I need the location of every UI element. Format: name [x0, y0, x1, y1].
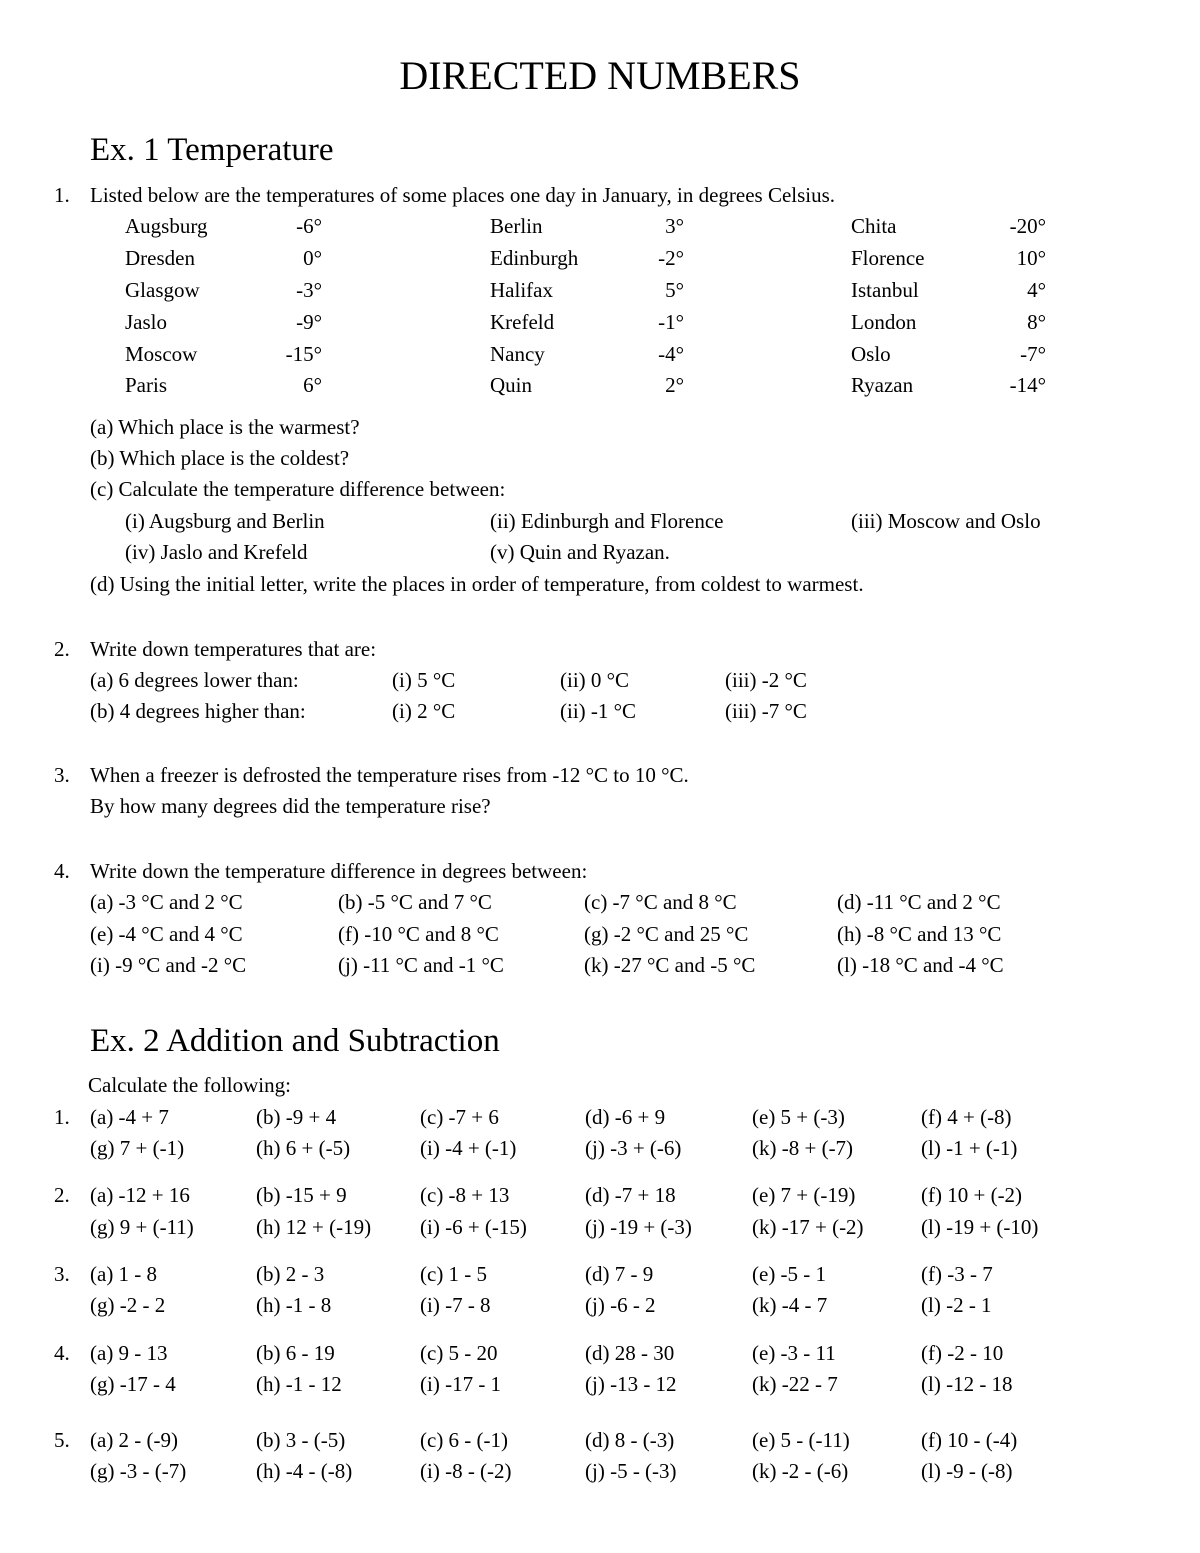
- ex2-item: (e) 7 + (-19): [752, 1183, 856, 1207]
- ex2-item: (j) -19 + (-3): [585, 1215, 692, 1239]
- ex2-item: (j) -5 - (-3): [585, 1459, 677, 1483]
- ex2-item: (f) 10 + (-2): [921, 1183, 1023, 1207]
- place-name: Oslo: [851, 342, 891, 366]
- q1-part-c-item: (iii) Moscow and Oslo: [851, 509, 1041, 533]
- ex2-item: (b) 6 - 19: [256, 1341, 335, 1365]
- q2-number: 2.: [54, 637, 70, 661]
- ex2-item: (l) -12 - 18: [921, 1372, 1013, 1396]
- place-temp: -3°: [296, 278, 322, 302]
- q2-item: (i) 5 °C: [392, 668, 456, 692]
- place-name: Florence: [851, 246, 925, 270]
- place-name: Jaslo: [125, 310, 167, 334]
- q2-item: (iii) -7 °C: [725, 699, 807, 723]
- q1-part-c-item: (iv) Jaslo and Krefeld: [125, 540, 308, 564]
- ex2-item: (e) 5 + (-3): [752, 1105, 845, 1129]
- place-temp: 6°: [303, 373, 322, 397]
- place-name: Chita: [851, 214, 897, 238]
- ex2-item: (c) 1 - 5: [420, 1262, 488, 1286]
- q4-item: (j) -11 °C and -1 °C: [338, 953, 504, 977]
- ex2-item: (k) -22 - 7: [752, 1372, 838, 1396]
- ex2-q5-number: 5.: [54, 1428, 70, 1452]
- ex2-item: (d) 28 - 30: [585, 1341, 675, 1365]
- ex2-item: (a) -12 + 16: [90, 1183, 190, 1207]
- q4-item: (e) -4 °C and 4 °C: [90, 922, 243, 946]
- ex2-item: (f) 4 + (-8): [921, 1105, 1012, 1129]
- ex2-item: (c) 5 - 20: [420, 1341, 498, 1365]
- q3-number: 3.: [54, 763, 70, 787]
- place-name: Istanbul: [851, 278, 919, 302]
- ex2-item: (k) -4 - 7: [752, 1293, 828, 1317]
- ex2-item: (l) -2 - 1: [921, 1293, 992, 1317]
- place-name: Nancy: [490, 342, 545, 366]
- ex2-item: (h) 6 + (-5): [256, 1136, 351, 1160]
- place-name: Ryazan: [851, 373, 914, 397]
- ex2-item: (g) -17 - 4: [90, 1372, 176, 1396]
- q1-part-c-item: (v) Quin and Ryazan.: [490, 540, 670, 564]
- q1-number: 1.: [54, 183, 70, 207]
- ex2-intro: Calculate the following:: [88, 1073, 291, 1097]
- place-name: Glasgow: [125, 278, 200, 302]
- place-temp: 2°: [665, 373, 684, 397]
- q2-row-label: (b) 4 degrees higher than:: [90, 699, 306, 723]
- place-name: Augsburg: [125, 214, 208, 238]
- q4-item: (h) -8 °C and 13 °C: [837, 922, 1002, 946]
- q3-line1: When a freezer is defrosted the temperature rises from -12 °C to 10 °C.: [90, 763, 689, 787]
- ex2-item: (d) -7 + 18: [585, 1183, 676, 1207]
- ex2-item: (h) 12 + (-19): [256, 1215, 372, 1239]
- ex2-item: (k) -2 - (-6): [752, 1459, 849, 1483]
- ex2-item: (c) 6 - (-1): [420, 1428, 509, 1452]
- q2-item: (iii) -2 °C: [725, 668, 807, 692]
- ex2-q4-number: 4.: [54, 1341, 70, 1365]
- ex2-item: (e) -5 - 1: [752, 1262, 827, 1286]
- q2-item: (i) 2 °C: [392, 699, 456, 723]
- q1-part-c-item: (i) Augsburg and Berlin: [125, 509, 325, 533]
- ex2-item: (j) -3 + (-6): [585, 1136, 682, 1160]
- ex2-item: (i) -7 - 8: [420, 1293, 491, 1317]
- ex2-item: (j) -13 - 12: [585, 1372, 677, 1396]
- ex2-item: (a) 2 - (-9): [90, 1428, 179, 1452]
- ex2-item: (i) -8 - (-2): [420, 1459, 512, 1483]
- ex2-item: (l) -19 + (-10): [921, 1215, 1039, 1239]
- q1-part-a: (a) Which place is the warmest?: [90, 415, 360, 439]
- q2-item: (ii) -1 °C: [560, 699, 637, 723]
- q4-item: (i) -9 °C and -2 °C: [90, 953, 247, 977]
- q4-item: (f) -10 °C and 8 °C: [338, 922, 499, 946]
- ex2-item: (j) -6 - 2: [585, 1293, 656, 1317]
- page-title: DIRECTED NUMBERS: [399, 53, 801, 98]
- ex2-item: (a) -4 + 7: [90, 1105, 169, 1129]
- q1-part-c: (c) Calculate the temperature difference between:: [90, 477, 506, 501]
- q4-item: (c) -7 °C and 8 °C: [584, 890, 737, 914]
- ex2-item: (f) -3 - 7: [921, 1262, 993, 1286]
- q4-item: (k) -27 °C and -5 °C: [584, 953, 756, 977]
- ex2-q1-number: 1.: [54, 1105, 70, 1129]
- place-temp: -7°: [1020, 342, 1046, 366]
- place-temp: 3°: [665, 214, 684, 238]
- ex2-item: (e) 5 - (-11): [752, 1428, 850, 1452]
- ex2-item: (c) -7 + 6: [420, 1105, 499, 1129]
- q4-item: (d) -11 °C and 2 °C: [837, 890, 1001, 914]
- ex2-item: (e) -3 - 11: [752, 1341, 836, 1365]
- place-temp: 4°: [1027, 278, 1046, 302]
- q2-row-label: (a) 6 degrees lower than:: [90, 668, 299, 692]
- place-temp: -15°: [285, 342, 322, 366]
- q4-item: (g) -2 °C and 25 °C: [584, 922, 749, 946]
- q2-item: (ii) 0 °C: [560, 668, 630, 692]
- ex2-item: (h) -1 - 12: [256, 1372, 342, 1396]
- q4-number: 4.: [54, 859, 70, 883]
- q4-item: (a) -3 °C and 2 °C: [90, 890, 243, 914]
- place-temp: 10°: [1016, 246, 1046, 270]
- place-name: London: [851, 310, 917, 334]
- ex1-heading: Ex. 1 Temperature: [90, 132, 334, 168]
- ex2-item: (i) -4 + (-1): [420, 1136, 517, 1160]
- place-temp: -4°: [658, 342, 684, 366]
- ex2-q2-number: 2.: [54, 1183, 70, 1207]
- place-temp: -1°: [658, 310, 684, 334]
- ex2-item: (l) -1 + (-1): [921, 1136, 1018, 1160]
- place-temp: -20°: [1009, 214, 1046, 238]
- place-temp: 5°: [665, 278, 684, 302]
- ex2-item: (b) -9 + 4: [256, 1105, 337, 1129]
- ex2-item: (b) 2 - 3: [256, 1262, 325, 1286]
- ex2-item: (i) -6 + (-15): [420, 1215, 527, 1239]
- q4-intro: Write down the temperature difference in degrees between:: [90, 859, 588, 883]
- q2-intro: Write down temperatures that are:: [90, 637, 377, 661]
- ex2-item: (l) -9 - (-8): [921, 1459, 1013, 1483]
- q1-part-b: (b) Which place is the coldest?: [90, 446, 350, 470]
- ex2-item: (h) -1 - 8: [256, 1293, 332, 1317]
- ex2-item: (i) -17 - 1: [420, 1372, 502, 1396]
- place-name: Krefeld: [490, 310, 555, 334]
- q4-item: (b) -5 °C and 7 °C: [338, 890, 492, 914]
- ex2-item: (g) 7 + (-1): [90, 1136, 185, 1160]
- place-name: Moscow: [125, 342, 198, 366]
- ex2-item: (d) 8 - (-3): [585, 1428, 675, 1452]
- ex2-item: (a) 1 - 8: [90, 1262, 158, 1286]
- place-temp: -6°: [296, 214, 322, 238]
- ex2-item: (g) -3 - (-7): [90, 1459, 187, 1483]
- ex2-item: (c) -8 + 13: [420, 1183, 510, 1207]
- ex2-item: (d) 7 - 9: [585, 1262, 654, 1286]
- q1-intro: Listed below are the temperatures of some places one day in January, in degrees Celsius.: [90, 183, 836, 207]
- ex2-heading: Ex. 2 Addition and Subtraction: [90, 1023, 500, 1059]
- ex2-item: (f) 10 - (-4): [921, 1428, 1018, 1452]
- ex2-item: (h) -4 - (-8): [256, 1459, 353, 1483]
- place-name: Halifax: [490, 278, 553, 302]
- ex2-item: (g) -2 - 2: [90, 1293, 166, 1317]
- place-temp: -14°: [1009, 373, 1046, 397]
- q1-part-d: (d) Using the initial letter, write the places in order of temperature, from coldest to warmest.: [90, 572, 864, 596]
- place-temp: 8°: [1027, 310, 1046, 334]
- ex2-item: (a) 9 - 13: [90, 1341, 168, 1365]
- ex2-item: (f) -2 - 10: [921, 1341, 1004, 1365]
- ex2-q3-number: 3.: [54, 1262, 70, 1286]
- q3-line2: By how many degrees did the temperature rise?: [90, 794, 491, 818]
- place-name: Berlin: [490, 214, 543, 238]
- place-name: Dresden: [125, 246, 195, 270]
- place-temp: 0°: [303, 246, 322, 270]
- place-name: Quin: [490, 373, 532, 397]
- place-name: Paris: [125, 373, 167, 397]
- ex2-item: (k) -8 + (-7): [752, 1136, 854, 1160]
- ex2-item: (k) -17 + (-2): [752, 1215, 864, 1239]
- place-temp: -9°: [296, 310, 322, 334]
- place-temp: -2°: [658, 246, 684, 270]
- q4-item: (l) -18 °C and -4 °C: [837, 953, 1004, 977]
- place-name: Edinburgh: [490, 246, 579, 270]
- ex2-item: (b) 3 - (-5): [256, 1428, 346, 1452]
- q1-part-c-item: (ii) Edinburgh and Florence: [490, 509, 724, 533]
- ex2-item: (b) -15 + 9: [256, 1183, 347, 1207]
- ex2-item: (d) -6 + 9: [585, 1105, 666, 1129]
- ex2-item: (g) 9 + (-11): [90, 1215, 194, 1239]
